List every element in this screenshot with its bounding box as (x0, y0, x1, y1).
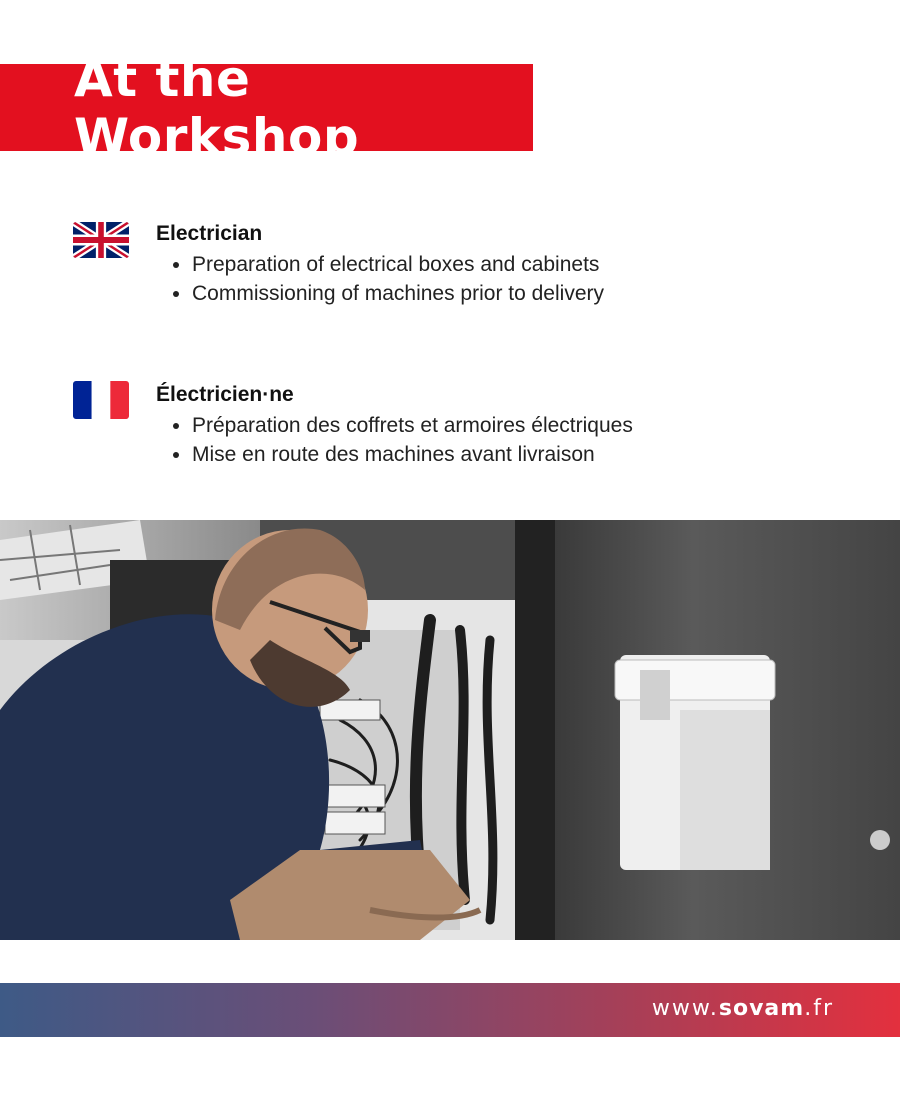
bullet-list (156, 250, 604, 308)
url-brand: sovam (718, 996, 805, 1021)
section-heading: Électricien·ne (156, 383, 294, 406)
list-item: • Preparation of electrical boxes and cabinets (192, 250, 604, 279)
footer-bar (0, 983, 900, 1037)
section-content (156, 220, 604, 308)
website-link[interactable] (652, 996, 834, 1021)
section-heading: Electrician (156, 222, 263, 245)
france-flag-icon (73, 381, 129, 419)
list-item: • Préparation des coffrets et armoires électriques (192, 411, 633, 440)
url-prefix: www. (651, 996, 719, 1021)
uk-flag-icon (73, 222, 129, 258)
bullet-list (156, 411, 633, 469)
workshop-photo (0, 520, 900, 940)
section-content (156, 381, 633, 469)
title-banner (0, 49, 533, 166)
list-item: • Commissioning of machines prior to delivery (192, 279, 604, 308)
url-suffix: .fr (804, 996, 834, 1021)
page-title: At the Workshop (74, 49, 360, 166)
list-item: • Mise en route des machines avant livraison (192, 440, 633, 469)
